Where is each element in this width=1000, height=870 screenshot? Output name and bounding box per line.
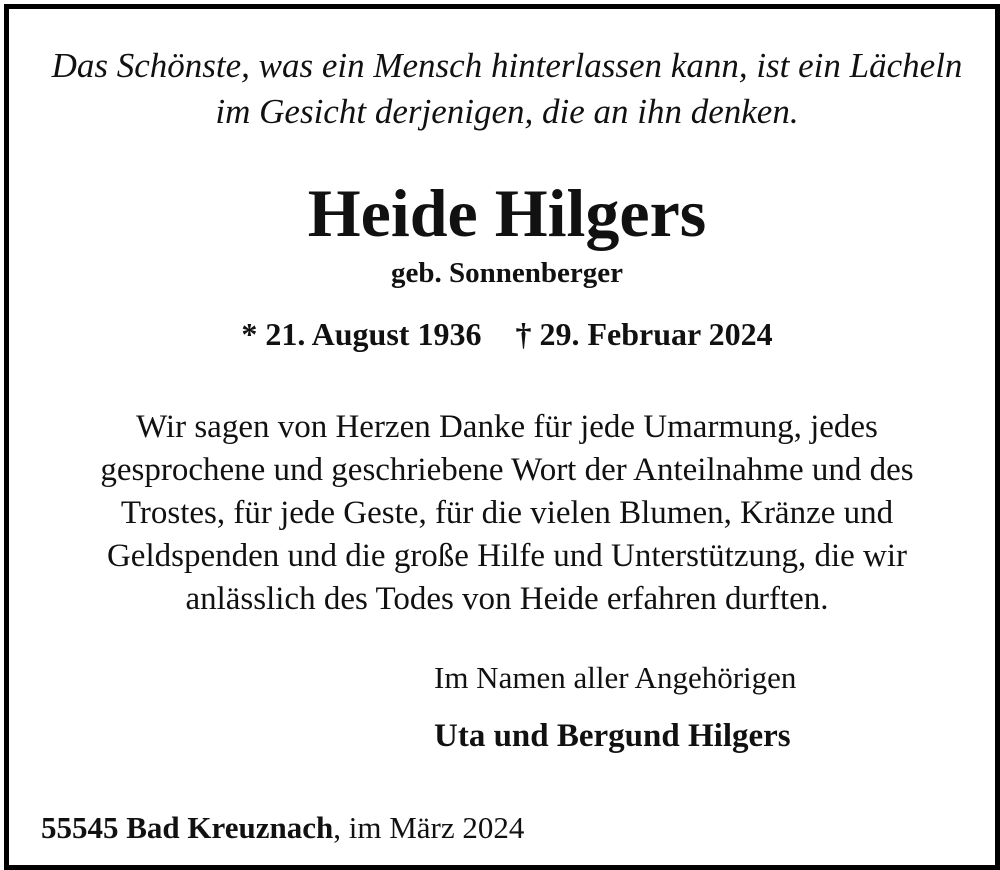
thanks-line-2: gesprochene und geschriebene Wort der Anteilnahme und des [100,452,914,488]
thanks-line-5: anlässlich des Todes von Heide erfahren durften. [185,581,829,617]
birth-name: geb. Sonnenberger [391,257,623,289]
birth-date: * 21. August 1936 [241,316,482,352]
place-and-date [41,807,524,849]
quote-line-1: Das Schönste, was ein Mensch hinterlassen kann, ist ein Lächeln [51,46,963,85]
place-city: 55545 Bad Kreuznach [41,810,334,845]
quote-line-2: im Gesicht derjenigen, die an ihn denken. [215,92,799,131]
place-date: , im März 2024 [333,810,525,845]
signature-names: Uta und Bergund Hilgers [434,718,791,754]
deceased-name: Heide Hilgers [307,175,707,251]
signature-intro: Im Namen aller Angehörigen [434,660,797,695]
life-dates [9,312,1000,356]
thanks-line-4: Geldspenden und die große Hilfe und Unterstützung, die wir [106,538,908,574]
thanks-line-1: Wir sagen von Herzen Danke für jede Umarmung, jedes [136,409,878,445]
death-date: † 29. Februar 2024 [515,316,773,352]
obituary-frame [4,4,1000,870]
thanks-line-3: Trostes, für jede Geste, für die vielen Blumen, Kränze und [120,495,894,531]
